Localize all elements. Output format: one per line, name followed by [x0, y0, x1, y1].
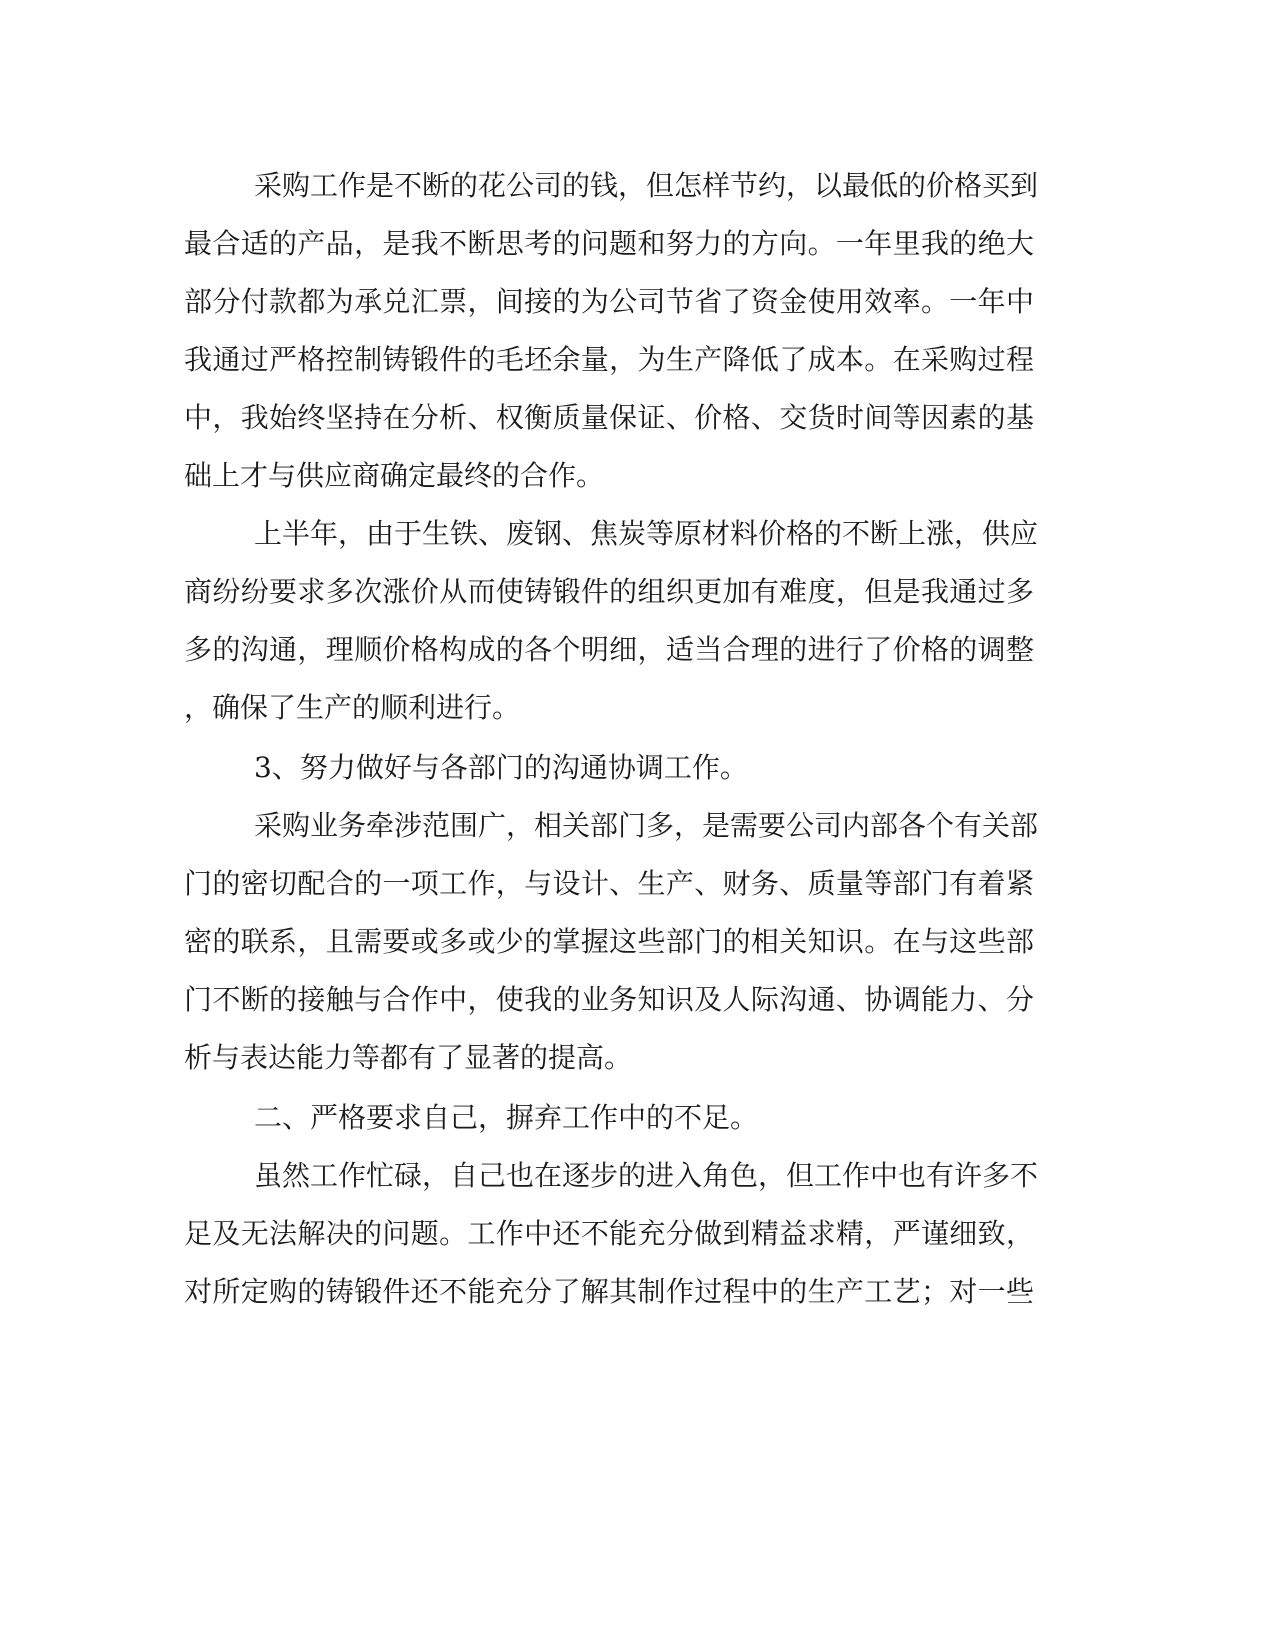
- text-line: 上半年，由于生铁、废钢、焦炭等原材料价格的不断上涨，供应: [254, 517, 1039, 550]
- text-line: 足及无法解决的问题。工作中还不能充分做到精益求精，严谨细致，: [184, 1217, 1034, 1250]
- text-line: 商纷纷要求多次涨价从而使铸锻件的组织更加有难度，但是我通过多: [184, 575, 1034, 608]
- text-line: 多的沟通，理顺价格构成的各个明细，适当合理的进行了价格的调整: [184, 633, 1034, 666]
- text-line: 对所定购的铸锻件还不能充分了解其制作过程中的生产工艺；对一些: [184, 1275, 1034, 1308]
- text-line: 中，我始终坚持在分析、权衡质量保证、价格、交货时间等因素的基: [184, 401, 1034, 434]
- section-heading: 3、努力做好与各部门的沟通协调工作。: [254, 751, 748, 784]
- text-line: 采购工作是不断的花公司的钱，但怎样节约，以最低的价格买到: [254, 169, 1039, 202]
- text-line: 采购业务牵涉范围广，相关部门多，是需要公司内部各个有关部: [254, 809, 1039, 842]
- text-line: 门的密切配合的一项工作，与设计、生产、财务、质量等部门有着紧: [184, 867, 1034, 900]
- text-line: 我通过严格控制铸锻件的毛坯余量，为生产降低了成本。在采购过程: [184, 343, 1034, 376]
- text-line: 密的联系，且需要或多或少的掌握这些部门的相关知识。在与这些部: [184, 925, 1034, 958]
- text-line: 部分付款都为承兑汇票，间接的为公司节省了资金使用效率。一年中: [184, 285, 1034, 318]
- section-heading: 二、严格要求自己，摒弃工作中的不足。: [254, 1101, 759, 1134]
- text-line: 门不断的接触与合作中，使我的业务知识及人际沟通、协调能力、分: [184, 983, 1034, 1016]
- text-line: 最合适的产品，是我不断思考的问题和努力的方向。一年里我的绝大: [184, 227, 1034, 260]
- text-line: ，确保了生产的顺利进行。: [184, 691, 521, 724]
- text-line: 析与表达能力等都有了显著的提高。: [184, 1041, 633, 1074]
- text-line: 虽然工作忙碌，自己也在逐步的进入角色，但工作中也有许多不: [254, 1159, 1039, 1192]
- text-line: 础上才与供应商确定最终的合作。: [184, 459, 605, 492]
